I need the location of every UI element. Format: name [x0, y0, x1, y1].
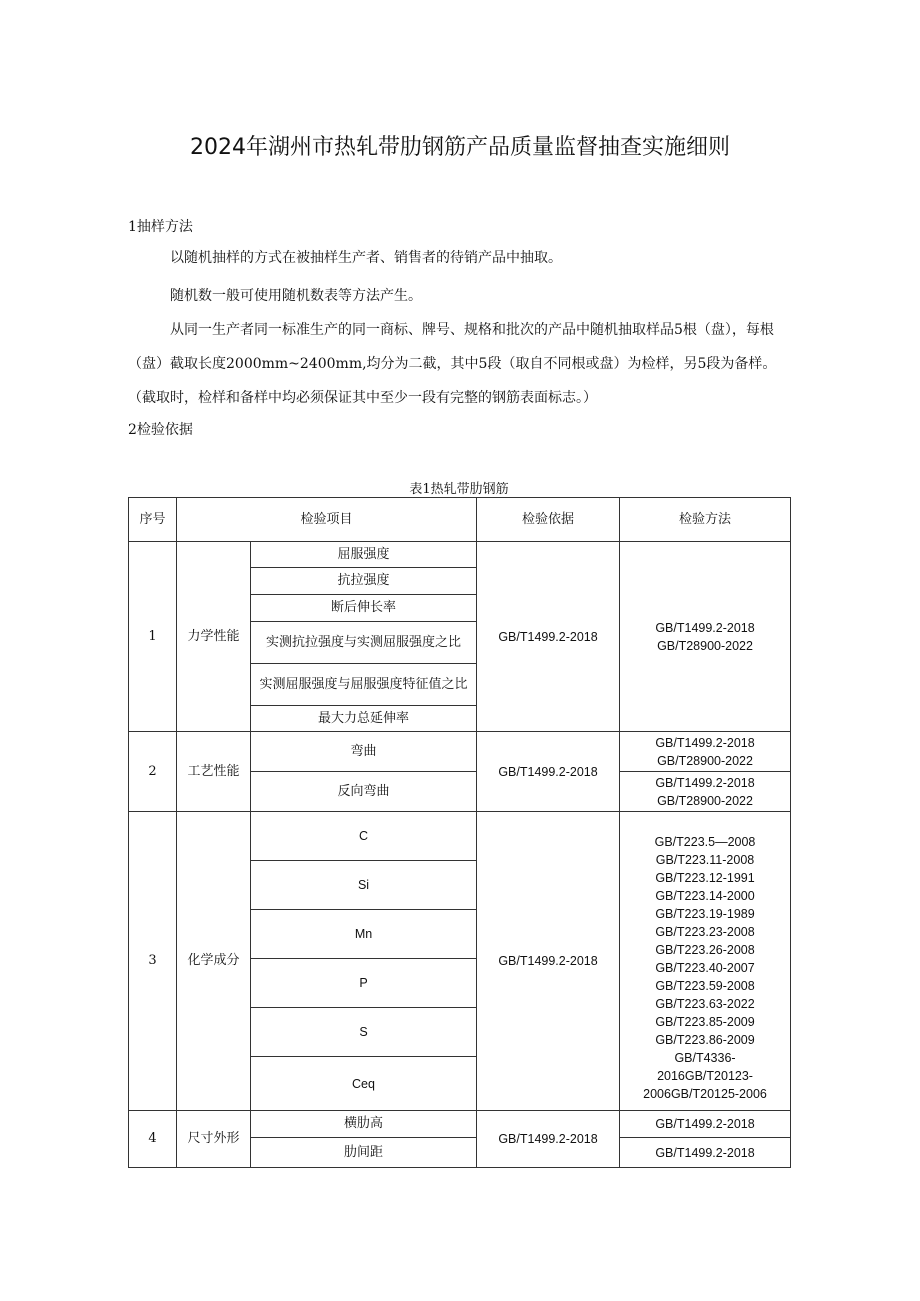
row-item: 最大力总延伸率	[251, 706, 477, 732]
row-item: 肋间距	[251, 1138, 477, 1168]
row-method: GB/T1499.2-2018	[620, 1111, 791, 1138]
row-no: 1	[129, 542, 177, 732]
table-row	[129, 1111, 791, 1138]
row-method: GB/T1499.2-2018 GB/T28900-2022	[620, 772, 791, 812]
section-1-heading: 1抽样方法	[128, 219, 193, 235]
row-item: 实测抗拉强度与实测屈服强度之比	[251, 622, 477, 664]
section-2-heading: 2检验依据	[128, 422, 193, 438]
page-title: 2024年湖州市热轧带肋钢筋产品质量监督抽查实施细则	[190, 135, 730, 160]
row-no: 3	[129, 812, 177, 1111]
header-item: 检验项目	[177, 498, 477, 542]
row-category: 尺寸外形	[177, 1111, 251, 1168]
table-row	[129, 732, 791, 772]
table-caption: 表1热轧带肋钢筋	[409, 482, 509, 497]
row-item: Si	[251, 861, 477, 910]
row-no: 2	[129, 732, 177, 812]
row-item: C	[251, 812, 477, 861]
table-row	[129, 812, 791, 861]
header-no: 序号	[129, 498, 177, 542]
row-method: GB/T1499.2-2018 GB/T28900-2022	[620, 732, 791, 772]
row-item: 横肋高	[251, 1111, 477, 1138]
row-category: 化学成分	[177, 812, 251, 1111]
row-item: Ceq	[251, 1057, 477, 1111]
row-item: Mn	[251, 910, 477, 959]
header-method: 检验方法	[620, 498, 791, 542]
row-item: 实测屈服强度与屈服强度特征值之比	[251, 664, 477, 706]
row-item: P	[251, 959, 477, 1008]
paragraph-2: 随机数一般可使用随机数表等方法产生。	[170, 288, 422, 304]
row-category: 力学性能	[177, 542, 251, 732]
row-method: GB/T1499.2-2018 GB/T28900-2022	[620, 542, 791, 732]
row-item: 屈服强度	[251, 542, 477, 568]
row-no: 4	[129, 1111, 177, 1168]
paragraph-1: 以随机抽样的方式在被抽样生产者、销售者的待销产品中抽取。	[170, 250, 562, 266]
row-item: 抗拉强度	[251, 568, 477, 595]
row-item: S	[251, 1008, 477, 1057]
row-item: 弯曲	[251, 732, 477, 772]
row-basis: GB/T1499.2-2018	[477, 1111, 620, 1168]
page-bottom-margin	[0, 1168, 920, 1301]
row-basis: GB/T1499.2-2018	[477, 542, 620, 732]
row-category: 工艺性能	[177, 732, 251, 812]
row-basis: GB/T1499.2-2018	[477, 812, 620, 1111]
row-item: 断后伸长率	[251, 595, 477, 622]
header-basis: 检验依据	[477, 498, 620, 542]
paragraph-3: 从同一生产者同一标准生产的同一商标、牌号、规格和批次的产品中随机抽取样品5根（盘），每根（盘）截取长度2000mm~2400mm,均分为二截，其中5段（取自不同根或盘）为检样，另5段为备样。（截取时，检样和备样中均必须保证其中至少一段有完整的钢筋表面标志。）	[128, 322, 777, 406]
row-basis: GB/T1499.2-2018	[477, 732, 620, 812]
table-row	[129, 542, 791, 568]
inspection-table	[128, 497, 791, 1168]
table-header-row	[129, 498, 791, 542]
row-method: GB/T1499.2-2018	[620, 1138, 791, 1168]
row-item: 反向弯曲	[251, 772, 477, 812]
row-method: GB/T223.5—2008 GB/T223.11-2008 GB/T223.12-1991 GB/T223.14-2000 GB/T223.19-1989 GB/T223.23-2008 GB/T223.26-2008 GB/T223.40-2007 GB/T223.59-2008 GB/T223.63-2022 GB/T223.85-2009 GB/T223.86-2009 GB/T4336- 2016GB/T20123- 2006GB/T20125-2006	[620, 812, 791, 1111]
